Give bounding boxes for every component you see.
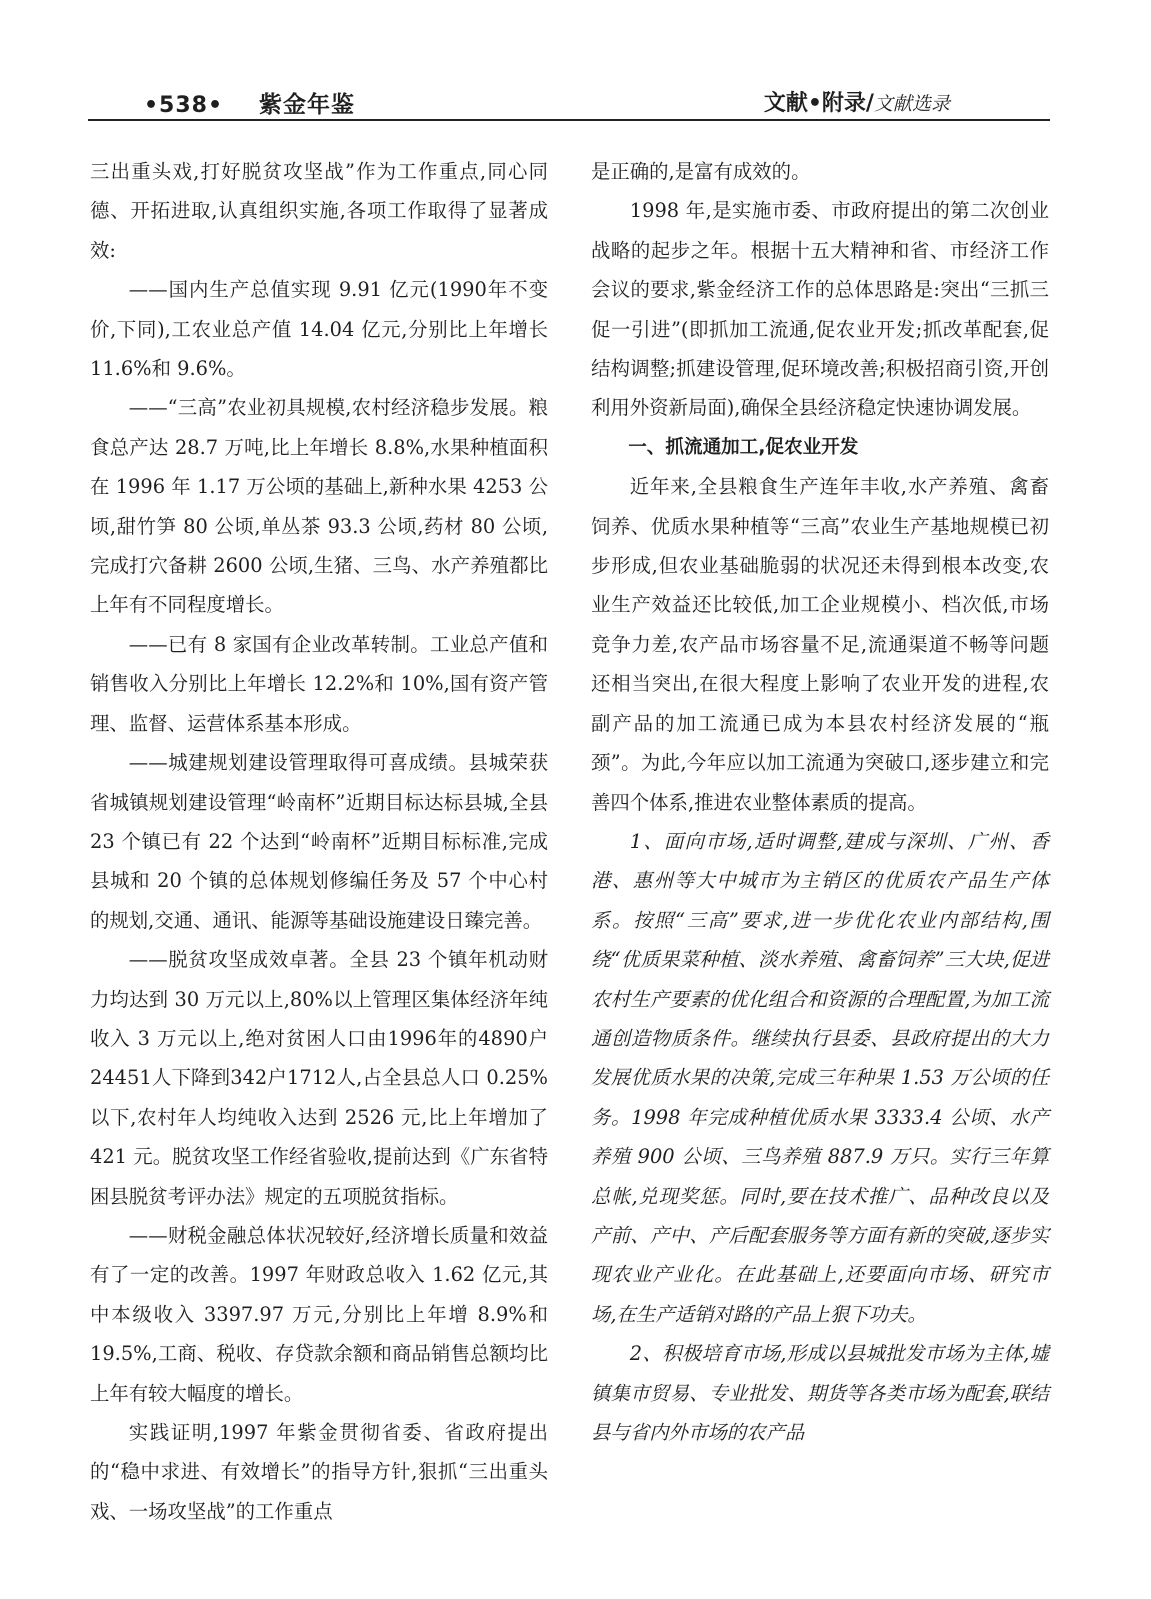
paragraph: ——财税金融总体状况较好,经济增长质量和效益有了一定的改善。1997 年财政总收入 1.62 亿元,其中本级收入 3397.97 万元,分别比上年增 8.9%和 19.5%,工商、税收、存贷款余额和商品销售总额均比上年有较大幅度的增长。 (90, 1223, 548, 1405)
paragraph: ——脱贫攻坚成效卓著。全县 23 个镇年机动财力均达到 30 万元以上,80%以上管理区集体经济年纯收入 3 万元以上,绝对贫困人口由1996年的4890户24451人下降到342户1712人,占全县总人口 0.25%以下,农村年人均纯收入达到 2526 元,比上年增加了 421 元。脱贫攻坚工作经省验收,提前达到《广东省特困县脱贫考评办法》规定的五项脱贫指标。 (90, 948, 548, 1208)
paragraph: ——已有 8 家国有企业改革转制。工业总产值和销售收入分别比上年增长 12.2%和 10%,国有资产管理、监督、运营体系基本形成。 (90, 632, 548, 735)
section-subtitle: 文献选录 (873, 93, 950, 115)
paragraph: 2、积极培育市场,形成以县城批发市场为主体,墟镇集市贸易、专业批发、期货等各类市场为配套,联结县与省内外市场的农产品 (591, 1342, 1049, 1444)
header-rule (88, 119, 1050, 121)
paragraph: 三出重头戏,打好脱贫攻坚战”作为工作重点,同心同德、开拓进取,认真组织实施,各项工作取得了显著成效: (90, 160, 548, 262)
paragraph: 是正确的,是富有成效的。 (591, 160, 811, 183)
left-column (90, 152, 548, 1531)
header-right (764, 86, 950, 117)
paragraph: 近年来,全县粮食生产连年丰收,水产养殖、禽畜饲养、优质水果种植等“三高”农业生产基地规模已初步形成,但农业基础脆弱的状况还未得到根本改变,农业生产效益还比较低,加工企业规模小、档次低,市场竞争力差,农产品市场容量不足,流通渠道不畅等问题还相当突出,在很大程度上影响了农业开发的进程,农副产品的加工流通已成为本县农村经济发展的“瓶颈”。为此,今年应以加工流通为突破口,逐步建立和完善四个体系,推进农业整体素质的提高。 (591, 475, 1049, 814)
paragraph: 1998 年,是实施市委、市政府提出的第二次创业战略的起步之年。根据十五大精神和省、市经济工作会议的要求,紫金经济工作的总体思路是:突出“三抓三促一引进”(即抓加工流通,促农业开发;抓改革配套,促结构调整;抓建设管理,促环境改善;积极招商引资,开创利用外资新局面),确保全县经济稳定快速协调发展。 (591, 199, 1049, 420)
paragraph: ——国内生产总值实现 9.91 亿元(1990年不变价,下同),工农业总产值 14.04 亿元,分别比上年增长 11.6%和 9.6%。 (90, 278, 548, 381)
header-left (144, 86, 355, 119)
section-title: 文献•附录/ (763, 91, 874, 116)
right-column (591, 152, 1049, 1452)
book-title: 紫金年鉴 (259, 92, 356, 118)
paragraph: ——“三高”农业初具规模,农村经济稳步发展。粮食总产达 28.7 万吨,比上年增长 8.8%,水果种植面积在 1996 年 1.17 万公顷的基础上,新种水果 4253 公顷,甜竹笋 80 公顷,单丛茶 93.3 公顷,药材 80 公顷,完成打穴备耕 2600 公顷,生猪、三鸟、水产养殖都比上年有不同程度增长。 (90, 396, 548, 617)
paragraph: ——城建规划建设管理取得可喜成绩。县城荣获省城镇规划建设管理“岭南杯”近期目标达标县城,全县 23 个镇已有 22 个达到“岭南杯”近期目标标准,完成县城和 20 个镇的总体规划修编任务及 57 个中心村的规划,交通、通讯、能源等基础设施建设日臻完善。 (90, 751, 548, 932)
paragraph: 1、面向市场,适时调整,建成与深圳、广州、香港、惠州等大中城市为主销区的优质农产品生产体系。按照“三高”要求,进一步优化农业内部结构,围绕“优质果菜种植、淡水养殖、禽畜饲养”三大块,促进农村生产要素的优化组合和资源的合理配置,为加工流通创造物质条件。继续执行县委、县政府提出的大力发展优质水果的决策,完成三年种果 1.53 万公顷的任务。1998 年完成种植优质水果 3333.4 公顷、水产养殖 900 公顷、三鸟养殖 887.9 万只。实行三年算总帐,兑现奖惩。同时,要在技术推广、品种改良以及产前、产中、产后配套服务等方面有新的突破,逐步实现农业产业化。在此基础上,还要面向市场、研究市场,在生产适销对路的产品上狠下功夫。 (591, 829, 1049, 1326)
section-heading: 一、抓流通加工,促农业开发 (628, 436, 859, 458)
paragraph: 实践证明,1997 年紫金贯彻省委、省政府提出的“稳中求进、有效增长”的指导方针,狠抓“三出重头戏、一场攻坚战”的工作重点 (90, 1421, 548, 1523)
page-number: •538• (144, 93, 224, 118)
page-header (88, 86, 1050, 120)
